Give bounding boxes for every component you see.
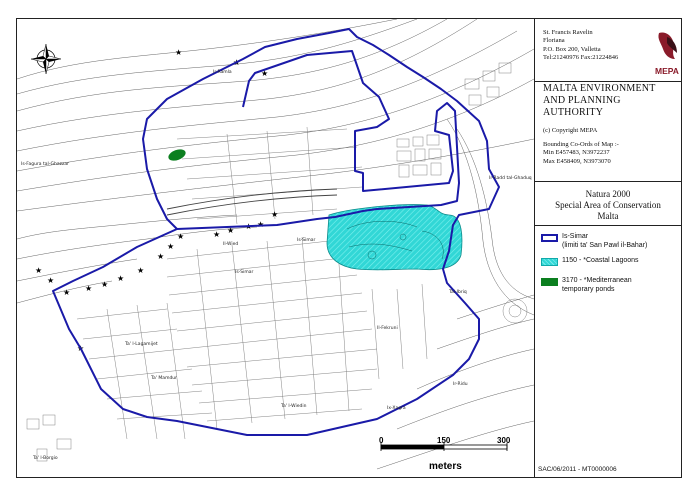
svg-text:★: ★ [257, 220, 265, 229]
svg-text:★: ★ [175, 48, 183, 57]
scale-tick-label: 0 [379, 436, 384, 445]
info-panel [535, 19, 681, 477]
legend-label: 1150 - *Coastal Lagoons [562, 257, 639, 264]
legend-swatch-pond [541, 278, 558, 286]
legend-item-boundary [541, 233, 647, 250]
copyright: (c) Copyright MEPA [543, 127, 598, 134]
map-area[interactable] [17, 19, 534, 477]
scale-unit-label: meters [429, 461, 462, 472]
legend-label: 3170 - *Mediterranean [562, 277, 632, 284]
legend-label: Is-Simar [562, 233, 589, 240]
panel-separator [535, 225, 681, 226]
authority-line: AUTHORITY [543, 107, 604, 118]
title-line: Malta [597, 211, 619, 221]
svg-text:★: ★ [101, 280, 109, 289]
svg-text:★: ★ [227, 226, 235, 235]
title-block [535, 189, 681, 222]
legend-label: temporary ponds [562, 285, 615, 293]
min-coords: Min E457483, N3972237 [543, 149, 610, 157]
svg-text:★: ★ [261, 69, 269, 78]
place-name: Is-Simar [235, 270, 254, 275]
svg-text:★: ★ [77, 344, 85, 353]
scale-tick-label: 150 [437, 436, 451, 445]
svg-text:★: ★ [213, 230, 221, 239]
title-line: Special Area of Conservation [555, 200, 661, 210]
place-name: Is-Fagura tal-Ghazzar [21, 162, 69, 167]
bounding-coords [543, 141, 679, 166]
authority-line: AND PLANNING [543, 95, 621, 106]
legend-label: (limiti ta' San Pawl il-Bahar) [562, 241, 648, 249]
map-reference-code: SAC/06/2011 - MT0000006 [538, 466, 617, 473]
svg-text:★: ★ [63, 288, 71, 297]
svg-text:★: ★ [177, 232, 185, 241]
max-coords: Max E458409, N3973070 [543, 157, 611, 165]
place-name: Ta' l-Borgio [33, 456, 58, 461]
authority-line: MALTA ENVIRONMENT [543, 83, 656, 94]
panel-separator [535, 81, 681, 82]
svg-text:★: ★ [157, 252, 165, 261]
address-line: Tel:21240976 Fax:21224846 [543, 54, 619, 62]
legend-item-pond [541, 277, 632, 294]
compass-rose-icon [31, 44, 61, 74]
address-block [543, 29, 643, 63]
temporary-pond-area[interactable] [167, 147, 187, 163]
place-name: Il-Wied [223, 242, 239, 247]
legend-swatch-lagoon [541, 258, 558, 266]
svg-text:★: ★ [47, 276, 55, 285]
legend-swatch-boundary [541, 234, 558, 242]
map-frame [16, 18, 682, 478]
place-name: Ir-Ridu [453, 382, 468, 387]
svg-text:★: ★ [245, 222, 253, 231]
place-name: Ta' Mamdur [151, 376, 178, 381]
map-canvas [17, 19, 534, 477]
scale-bar [379, 436, 511, 472]
scale-tick-label: 300 [497, 436, 511, 445]
place-name: Ix-Xagra [387, 406, 406, 411]
svg-text:★: ★ [137, 266, 145, 275]
place-name: Ir-Radd tal-Ghaduq [489, 176, 532, 181]
site-stars [35, 48, 278, 353]
address-line: Floriana [543, 37, 565, 45]
svg-text:★: ★ [167, 242, 175, 251]
place-name: Ta' l-Wiedin [281, 404, 307, 409]
place-name: Is-Simar [297, 238, 316, 243]
title-line: Natura 2000 [585, 189, 631, 199]
bounding-title: Bounding Co-Ords of Map :- [543, 141, 619, 148]
place-name: Ta' l-Lagamijet [125, 342, 158, 347]
authority-name [543, 83, 679, 119]
svg-text:★: ★ [117, 274, 125, 283]
svg-text:★: ★ [35, 266, 43, 275]
place-name: Ir-Ramla [213, 70, 232, 75]
address-line: St. Francis Ravelin [543, 29, 593, 36]
panel-separator [535, 181, 681, 182]
svg-text:★: ★ [85, 284, 93, 293]
place-name: Tal-Ibriq [449, 290, 467, 295]
mepa-logo [655, 29, 681, 81]
address-line: P.O. Box 200, Valletta [543, 45, 601, 53]
svg-text:★: ★ [233, 58, 241, 67]
place-name: Il-Fekruni [377, 326, 398, 331]
logo-text: MEPA [655, 66, 679, 76]
svg-text:★: ★ [271, 210, 279, 219]
legend-item-lagoon [541, 257, 639, 266]
